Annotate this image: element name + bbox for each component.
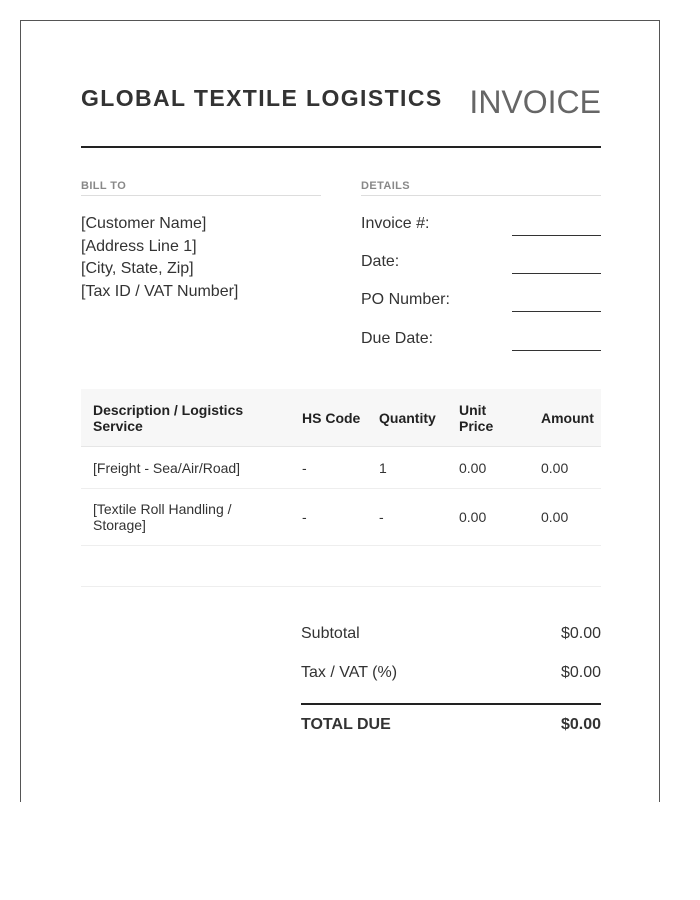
column-header-quantity: Quantity: [367, 389, 447, 447]
cell-quantity[interactable]: 1: [367, 447, 447, 489]
bill-to-heading: BILL TO: [81, 180, 321, 196]
column-header-hs-code: HS Code: [290, 389, 367, 447]
tax-value: $0.00: [560, 664, 601, 681]
total-due-label: TOTAL DUE: [301, 716, 391, 733]
details-heading: DETAILS: [361, 180, 601, 196]
detail-row-invoice-number: [361, 215, 601, 239]
invoice-number-field[interactable]: [512, 235, 601, 236]
cell-empty[interactable]: [290, 546, 367, 587]
column-header-amount: Amount: [529, 389, 601, 447]
date-field[interactable]: [512, 273, 601, 274]
cell-hs-code[interactable]: -: [290, 489, 367, 546]
city-state-zip-field[interactable]: [City, State, Zip]: [81, 260, 194, 277]
subtotal-row: [301, 625, 601, 647]
invoice-title: INVOICE: [469, 84, 601, 120]
company-name: GLOBAL TEXTILE LOGISTICS: [81, 85, 443, 111]
cell-amount[interactable]: 0.00: [529, 489, 601, 546]
totals-divider: [301, 703, 601, 705]
cell-empty[interactable]: [529, 546, 601, 587]
po-number-field[interactable]: [512, 311, 601, 312]
due-date-label: Due Date:: [361, 330, 434, 347]
tax-label: Tax / VAT (%): [301, 664, 398, 681]
detail-row-due-date: [361, 330, 601, 354]
cell-empty[interactable]: [447, 546, 529, 587]
line-items-table: [81, 389, 601, 587]
tax-id-field[interactable]: [Tax ID / VAT Number]: [81, 282, 239, 300]
detail-row-po-number: [361, 291, 601, 315]
column-header-unit-price: Unit Price: [447, 389, 529, 447]
tax-row: [301, 664, 601, 686]
date-label: Date:: [361, 253, 400, 270]
table-header-row: [81, 389, 601, 447]
subtotal-label: Subtotal: [301, 625, 360, 642]
cell-description[interactable]: [Freight - Sea/Air/Road]: [81, 447, 290, 489]
table-row: [81, 489, 601, 546]
cell-empty[interactable]: [367, 546, 447, 587]
cell-unit-price[interactable]: 0.00: [447, 447, 529, 489]
cell-description[interactable]: [Textile Roll Handling / Storage]: [81, 489, 290, 546]
address-line-field[interactable]: [Address Line 1]: [81, 237, 197, 255]
cell-empty[interactable]: [81, 546, 290, 587]
total-due-row: [301, 716, 601, 738]
table-row-empty: [81, 546, 601, 587]
customer-name-field[interactable]: [Customer Name]: [81, 215, 207, 232]
invoice-number-label: Invoice #:: [361, 215, 430, 232]
detail-row-date: [361, 253, 601, 277]
total-due-value: $0.00: [560, 716, 601, 733]
table-row: [81, 447, 601, 489]
po-number-label: PO Number:: [361, 291, 450, 308]
cell-amount[interactable]: 0.00: [529, 447, 601, 489]
due-date-field[interactable]: [512, 350, 601, 351]
cell-unit-price[interactable]: 0.00: [447, 489, 529, 546]
cell-quantity[interactable]: -: [367, 489, 447, 546]
cell-hs-code[interactable]: -: [290, 447, 367, 489]
subtotal-value: $0.00: [560, 625, 601, 642]
bill-to-block: [81, 213, 238, 303]
header-divider: [81, 146, 601, 148]
column-header-description: Description / Logistics Service: [81, 389, 290, 447]
